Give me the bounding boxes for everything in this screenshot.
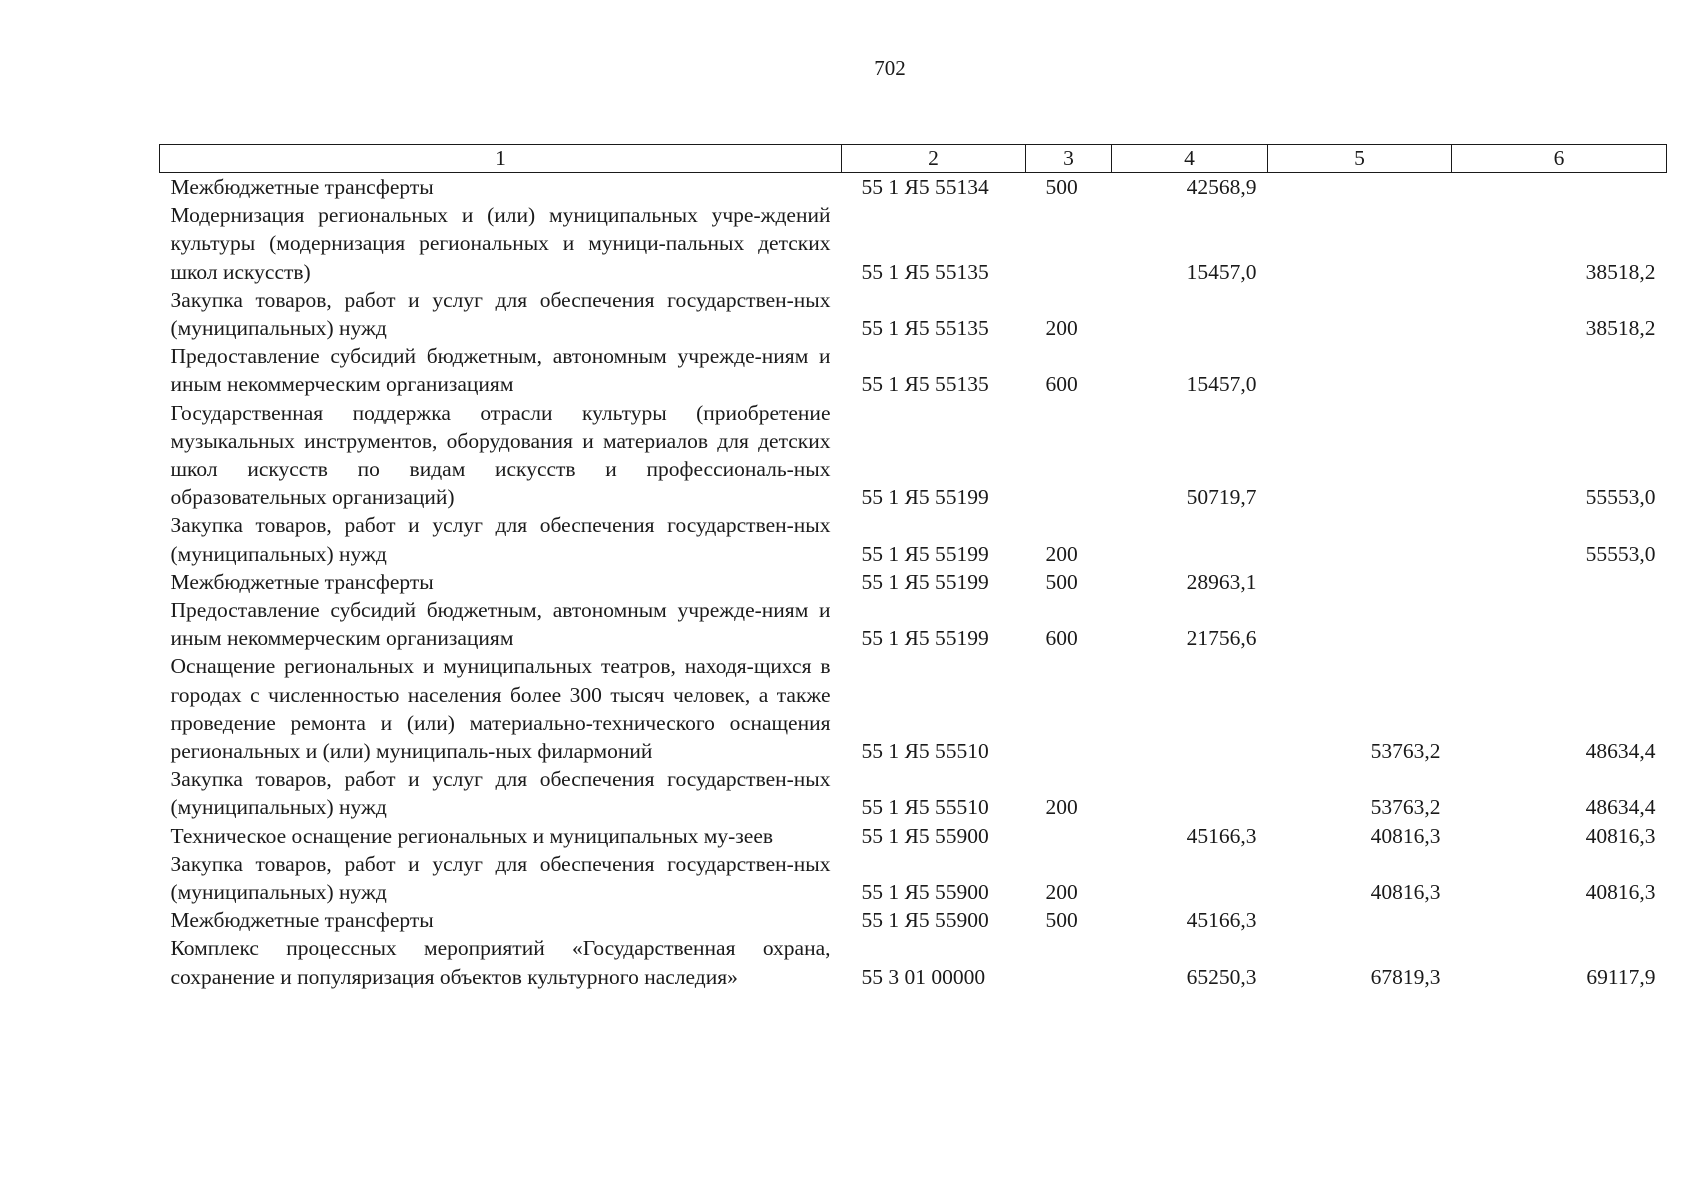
row-value-col5: [1268, 342, 1452, 398]
page-number: 702: [874, 56, 906, 80]
row-expense-type: 200: [1045, 880, 1078, 905]
row-value-col4: 21756,6: [1186, 626, 1257, 651]
row-code: 55 1 Я5 55199: [861, 626, 989, 651]
row-value-col5: [1268, 201, 1452, 286]
row-expense-type: 600: [1045, 626, 1078, 651]
row-value-col5: 53763,2: [1370, 795, 1441, 820]
table-body: [160, 173, 1667, 991]
row-name: Межбюджетные трансферты: [170, 908, 434, 933]
row-expense-type: [1026, 652, 1112, 765]
row-code: 55 1 Я5 55510: [861, 795, 989, 820]
column-header-4: 4: [1112, 145, 1268, 173]
row-value-col6: 48634,4: [1585, 795, 1656, 820]
row-expense-type: 200: [1045, 316, 1078, 341]
row-code: 55 1 Я5 55900: [861, 908, 989, 933]
row-name: Предоставление субсидий бюджетным, автономным учрежде-ниям и иным некоммерческим организациям: [170, 598, 831, 651]
row-value-col6: 40816,3: [1585, 880, 1656, 905]
row-expense-type: 500: [1045, 908, 1078, 933]
row-name: Предоставление субсидий бюджетным, автономным учрежде-ниям и иным некоммерческим организациям: [170, 344, 831, 397]
header-row: [160, 145, 1667, 173]
row-code: 55 3 01 00000: [861, 964, 986, 989]
row-value-col6: 38518,2: [1585, 316, 1656, 341]
row-code: 55 1 Я5 55900: [861, 880, 989, 905]
row-value-col5: [1268, 399, 1452, 512]
table-row: [160, 596, 1667, 652]
row-value-col5: [1268, 286, 1452, 342]
table-row: [160, 934, 1667, 990]
row-value-col4: 65250,3: [1186, 964, 1257, 989]
row-value-col4: 42568,9: [1186, 175, 1257, 199]
budget-table: [159, 144, 1667, 991]
row-expense-type: 200: [1045, 795, 1078, 820]
row-value-col5: [1268, 568, 1452, 596]
row-value-col4: [1112, 850, 1268, 906]
row-value-col4: 50719,7: [1186, 485, 1257, 510]
table-row: [160, 286, 1667, 342]
row-value-col6: [1452, 173, 1667, 202]
row-value-col5: 67819,3: [1370, 964, 1441, 989]
row-code: 55 1 Я5 55135: [861, 372, 989, 397]
row-expense-type: [1026, 201, 1112, 286]
row-value-col6: 69117,9: [1586, 964, 1656, 989]
row-name: Закупка товаров, работ и услуг для обеспечения государствен-ных (муниципальных) нужд: [170, 767, 831, 820]
row-value-col6: [1452, 906, 1667, 934]
table-row: [160, 511, 1667, 567]
column-header-3: 3: [1026, 145, 1112, 173]
row-value-col6: 55553,0: [1585, 541, 1656, 566]
column-header-6: 6: [1452, 145, 1667, 173]
row-value-col6: [1452, 568, 1667, 596]
row-value-col5: [1268, 596, 1452, 652]
row-value-col6: 48634,4: [1585, 739, 1656, 764]
row-value-col4: 15457,0: [1186, 372, 1257, 397]
row-name: Закупка товаров, работ и услуг для обеспечения государствен-ных (муниципальных) нужд: [170, 287, 831, 341]
table-row: [160, 201, 1667, 286]
row-value-col5: 53763,2: [1370, 739, 1441, 764]
row-expense-type: 500: [1045, 175, 1078, 199]
row-expense-type: 500: [1045, 569, 1078, 594]
row-name: Закупка товаров, работ и услуг для обеспечения государствен-ных (муниципальных) нужд: [170, 851, 831, 905]
row-code: 55 1 Я5 55199: [861, 485, 989, 510]
row-value-col5: [1268, 511, 1452, 567]
row-code: 55 1 Я5 55134: [861, 175, 989, 199]
row-name: Комплекс процессных мероприятий «Государственная охрана, сохранение и популяризация объектов культурного наследия»: [170, 936, 831, 989]
column-header-1: 1: [160, 145, 842, 173]
row-name: Оснащение региональных и муниципальных театров, находя-щихся в городах с численностью населения более 300 тысяч человек, а также проведение ремонта и (или) материально-технического оснащения региональных и (или) муниципаль-ных филармоний: [170, 654, 831, 764]
row-value-col6: 55553,0: [1585, 485, 1656, 510]
row-value-col4: [1112, 765, 1268, 821]
table-row: [160, 850, 1667, 906]
row-name: Государственная поддержка отрасли культуры (приобретение музыкальных инструментов, оборудования и материалов для детских школ искусств по видам искусств и профессиональ-ных образовательных организаций): [170, 400, 831, 510]
table-row: [160, 568, 1667, 596]
row-value-col6: [1452, 596, 1667, 652]
table-row: [160, 822, 1667, 850]
table-row: [160, 399, 1667, 512]
row-value-col4: 28963,1: [1186, 569, 1257, 594]
table-header: [160, 145, 1667, 173]
row-name: Закупка товаров, работ и услуг для обеспечения государствен-ных (муниципальных) нужд: [170, 513, 831, 566]
row-code: 55 1 Я5 55199: [861, 541, 989, 566]
column-header-5: 5: [1268, 145, 1452, 173]
row-value-col4: 45166,3: [1186, 823, 1257, 848]
row-value-col4: [1112, 652, 1268, 765]
row-value-col4: 15457,0: [1186, 259, 1257, 284]
table-row: [160, 173, 1667, 202]
row-code: 55 1 Я5 55135: [861, 259, 989, 284]
row-name: Техническое оснащение региональных и муниципальных му-зеев: [170, 823, 774, 848]
table-row: [160, 342, 1667, 398]
row-value-col4: [1112, 511, 1268, 567]
row-value-col5: 40816,3: [1370, 823, 1441, 848]
row-code: 55 1 Я5 55510: [861, 739, 989, 764]
row-value-col4: [1112, 286, 1268, 342]
column-header-2: 2: [842, 145, 1026, 173]
row-expense-type: 200: [1045, 541, 1078, 566]
row-code: 55 1 Я5 55135: [861, 316, 989, 341]
row-value-col6: 38518,2: [1585, 259, 1656, 284]
row-name: Модернизация региональных и (или) муниципальных учре-ждений культуры (модернизация региональных и муници-пальных детских школ искусств): [170, 203, 831, 284]
row-value-col6: [1452, 342, 1667, 398]
row-expense-type: [1026, 822, 1112, 850]
row-value-col5: [1268, 173, 1452, 202]
row-expense-type: [1026, 934, 1112, 990]
row-value-col5: [1268, 906, 1452, 934]
row-value-col5: 40816,3: [1370, 880, 1441, 905]
row-expense-type: [1026, 399, 1112, 512]
table-row: [160, 906, 1667, 934]
row-code: 55 1 Я5 55900: [861, 823, 989, 848]
row-value-col4: 45166,3: [1186, 908, 1257, 933]
row-expense-type: 600: [1045, 372, 1078, 397]
row-value-col6: 40816,3: [1585, 823, 1656, 848]
table-row: [160, 765, 1667, 821]
table-row: [160, 652, 1667, 765]
row-name: Межбюджетные трансферты: [170, 569, 434, 594]
row-code: 55 1 Я5 55199: [861, 569, 989, 594]
row-name: Межбюджетные трансферты: [170, 175, 434, 199]
